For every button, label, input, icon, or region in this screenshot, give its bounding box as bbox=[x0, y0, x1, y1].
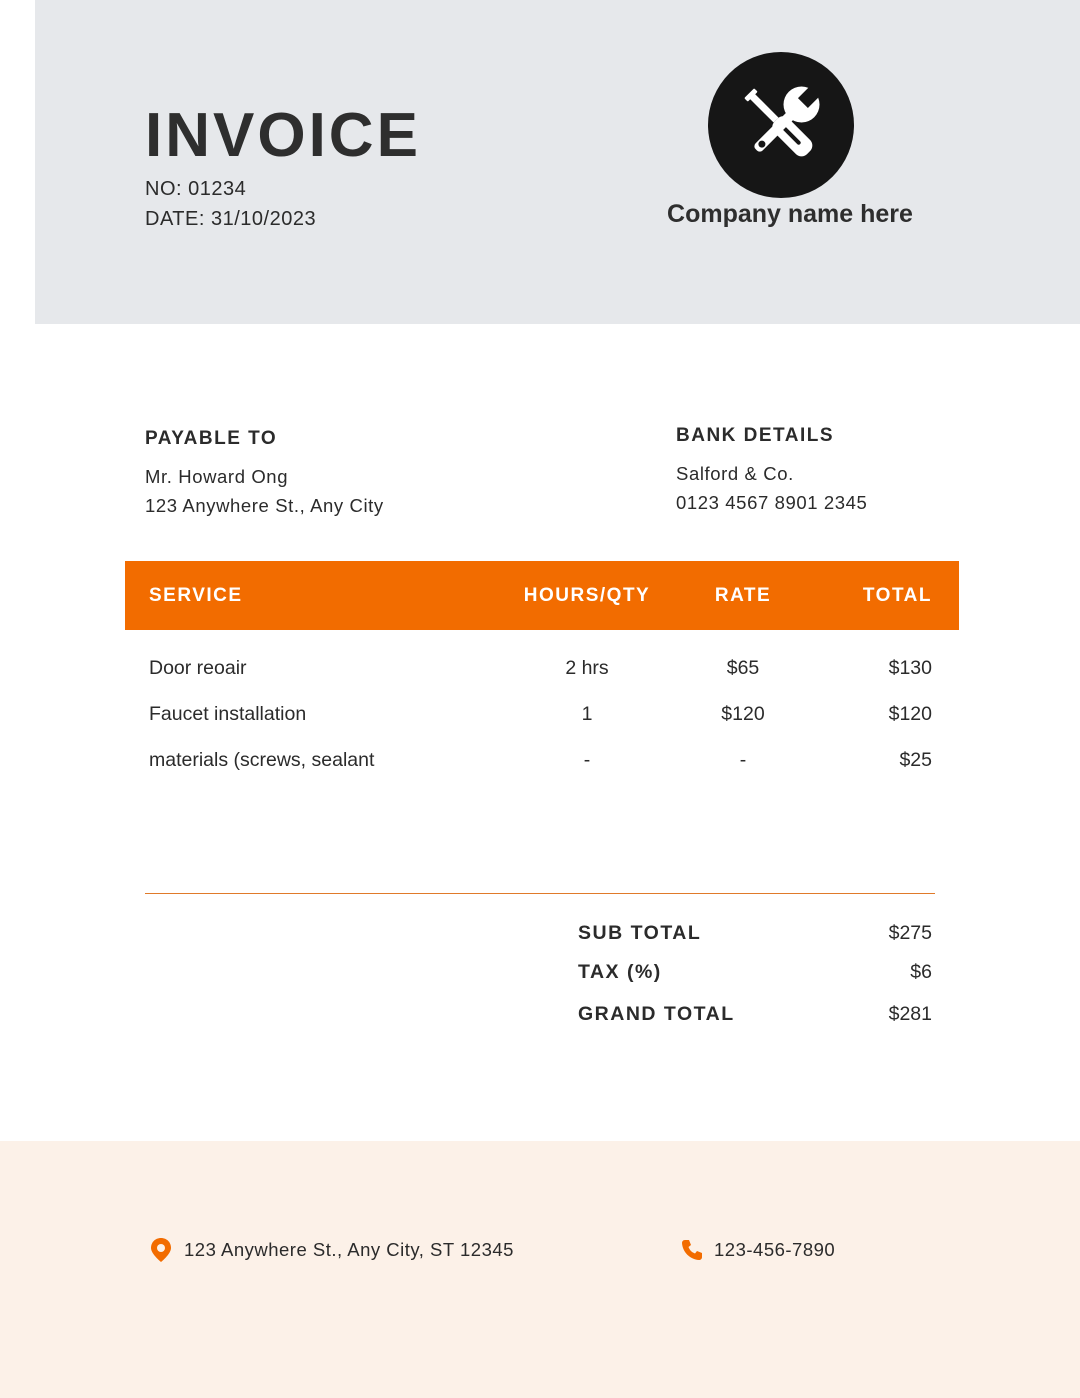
payable-to-name: Mr. Howard Ong bbox=[145, 466, 289, 487]
header-total: TOTAL bbox=[862, 585, 932, 606]
row-qty: - bbox=[583, 749, 591, 771]
bank-account: 0123 4567 8901 2345 bbox=[676, 492, 868, 513]
invoice-title: INVOICE bbox=[145, 101, 421, 170]
company-name: Company name here bbox=[667, 200, 913, 228]
row-rate: - bbox=[739, 749, 747, 771]
footer-address: 123 Anywhere St., Any City, ST 12345 bbox=[184, 1239, 514, 1260]
grand-total-value: $281 bbox=[888, 1003, 932, 1025]
footer-band bbox=[0, 1141, 1080, 1398]
row-total: $25 bbox=[899, 749, 932, 771]
table-header bbox=[125, 561, 959, 630]
header-service: SERVICE bbox=[149, 585, 243, 606]
row-service: Door reoair bbox=[149, 657, 247, 679]
grand-total-label: GRAND TOTAL bbox=[578, 1003, 735, 1025]
summary-divider bbox=[145, 893, 935, 894]
table-row bbox=[0, 749, 1080, 779]
location-pin-icon bbox=[149, 1237, 173, 1263]
row-service: materials (screws, sealant bbox=[149, 749, 375, 771]
table-row bbox=[0, 657, 1080, 687]
company-logo bbox=[708, 52, 854, 198]
subtotal-label: SUB TOTAL bbox=[578, 922, 702, 944]
row-rate: $65 bbox=[726, 657, 760, 679]
bank-details-label: BANK DETAILS bbox=[676, 425, 835, 446]
payable-to-label: PAYABLE TO bbox=[145, 428, 278, 449]
invoice-number: NO: 01234 bbox=[145, 178, 247, 200]
invoice-date: DATE: 31/10/2023 bbox=[145, 208, 317, 230]
bank-name: Salford & Co. bbox=[676, 463, 794, 484]
phone-icon bbox=[680, 1238, 704, 1262]
row-total: $120 bbox=[888, 703, 932, 725]
table-row bbox=[0, 703, 1080, 733]
header-hours-qty: HOURS/QTY bbox=[523, 585, 651, 606]
row-service: Faucet installation bbox=[149, 703, 307, 725]
tax-label: TAX (%) bbox=[578, 961, 662, 983]
tools-icon bbox=[708, 52, 854, 198]
payable-to-address: 123 Anywhere St., Any City bbox=[145, 495, 384, 516]
tax-value: $6 bbox=[910, 961, 932, 983]
row-qty: 2 hrs bbox=[565, 657, 609, 679]
subtotal-value: $275 bbox=[888, 922, 932, 944]
header-rate: RATE bbox=[714, 585, 772, 606]
footer-phone: 123-456-7890 bbox=[714, 1239, 836, 1260]
row-qty: 1 bbox=[581, 703, 593, 725]
row-rate: $120 bbox=[721, 703, 765, 725]
row-total: $130 bbox=[888, 657, 932, 679]
